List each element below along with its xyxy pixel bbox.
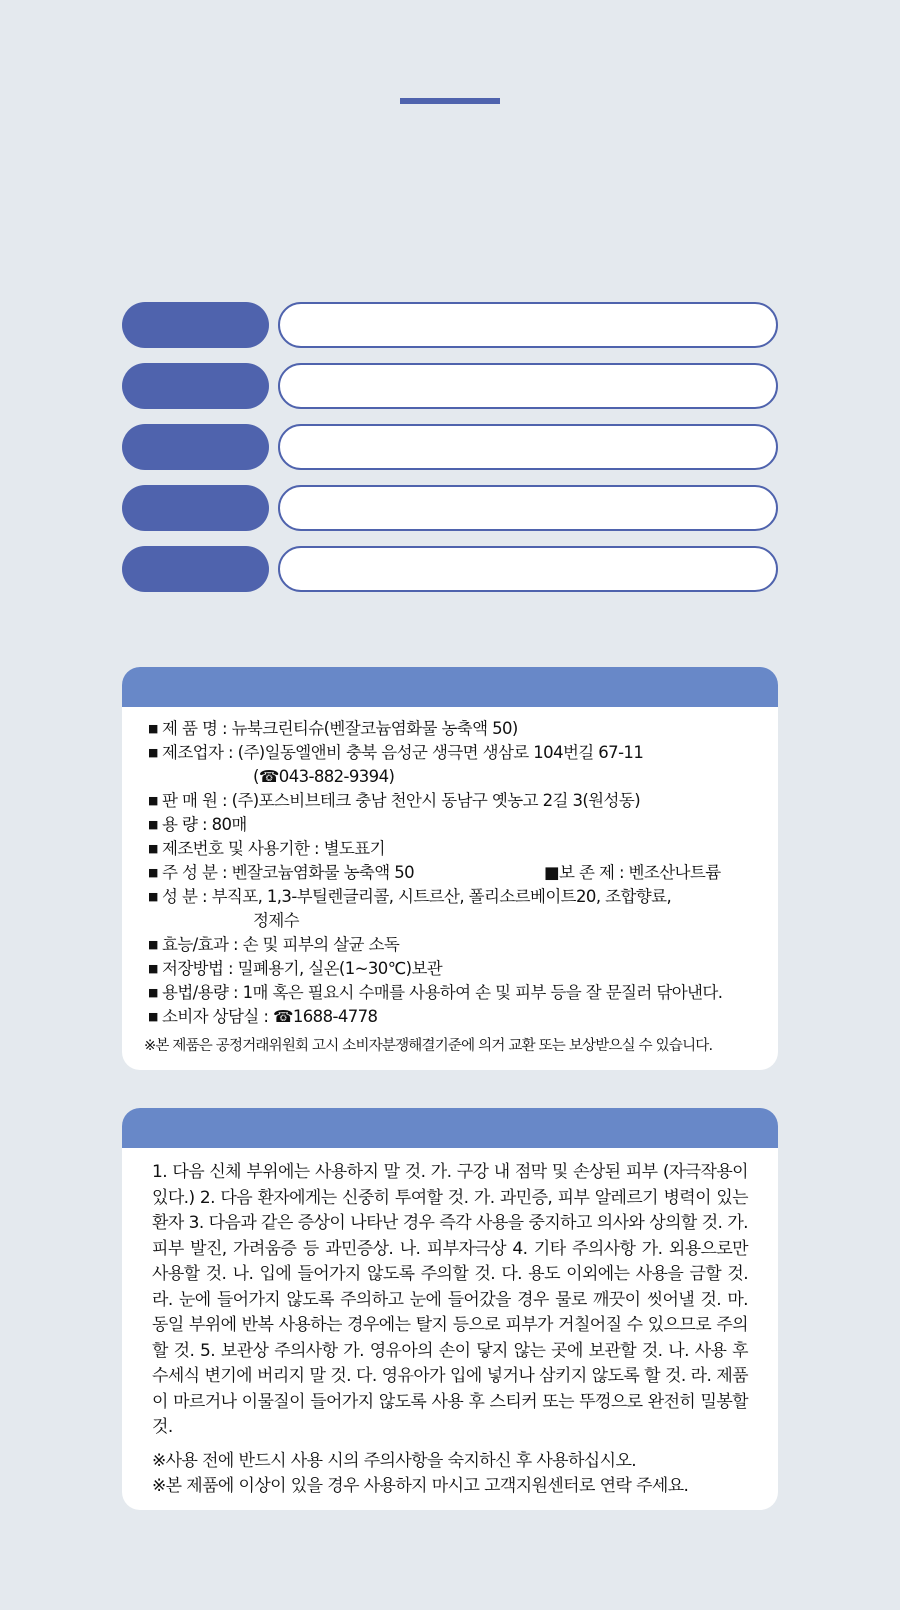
spec-value-field	[278, 424, 778, 470]
spec-value-field	[278, 363, 778, 409]
spec-label-pill	[122, 485, 269, 531]
bullet-square-icon: ■	[148, 962, 158, 975]
spec-label-pill	[122, 302, 269, 348]
info-item	[148, 741, 778, 789]
info-label: 용 량 :	[162, 815, 212, 834]
info-value: 1매 혹은 필요시 수매를 사용하여 손 및 피부 등을 잘 문질러 닦아낸다.	[242, 983, 723, 1002]
info-label: 용법/용량 :	[162, 983, 243, 1002]
bullet-square-icon: ■	[148, 1010, 158, 1023]
spec-label-pill	[122, 363, 269, 409]
compensation-note: ※본 제품은 공정거래위원회 고시 소비자분쟁해결기준에 의거 교환 또는 보상받으실 수 있습니다.	[144, 1038, 713, 1054]
info-value: 부직포, 1,3-부틸렌글리콜, 시트르산, 폴리소르베이트20, 조합향료,	[211, 887, 672, 906]
spec-row	[122, 363, 778, 409]
bullet-square-icon: ■	[148, 866, 158, 879]
info-item	[148, 957, 778, 981]
spec-row	[122, 546, 778, 592]
info-label: 저장방법 :	[162, 959, 238, 978]
bullet-square-icon: ■	[148, 938, 158, 951]
caution-note: ※사용 전에 반드시 사용 시의 주의사항을 숙지하신 후 사용하십시오.	[152, 1450, 637, 1471]
bullet-square-icon: ■	[148, 890, 158, 903]
info-item	[148, 813, 778, 837]
caution-text: 1. 다음 신체 부위에는 사용하지 말 것. 가. 구강 내 점막 및 손상된 피부 (자극작용이 있다.) 2. 다음 환자에게는 신중히 투여할 것. 가. 과민증, 피부 알레르기 병력이 있는 환자 3. 다음과 같은 증상이 나타난 경우 즉각 사용을 중지하고 의사와 상의할 것. 가. 피부 발진, 가려움증 등 과민증상. 나. 피부자극상 4. 기타 주의사항 가. 외용으로만 사용할 것. 나. 입에 들어가지 않도록 주의할 것. 다. 용도 이외에는 사용을 금할 것. 라. 눈에 들어가지 않도록 주의하고 눈에 들어갔을 경우 물로 깨끗이 씻어낼 것. 마. 동일 부위에 반복 사용하는 경우에는 탈지 등으로 피부가 거칠어질 수 있으므로 주의할 것. 5. 보관상 주의사항 가. 영유아의 손이 닿지 않는 곳에 보관할 것. 나. 사용 후 수세식 변기에 버리지 말 것. 다. 영유아가 입에 넣거나 삼키지 않도록 할 것. 라. 제품이 마르거나 이물질이 들어가지 않도록 사용 후 스티커 또는 뚜껑으로 완전히 밀봉할 것.	[152, 1162, 748, 1437]
info-label: 판 매 원 :	[162, 791, 232, 810]
info-label: 주 성 분 :	[162, 863, 232, 882]
info-value: 뉴북크린티슈(벤잘코늄염화물 농축액 50)	[231, 719, 518, 738]
info-label: 효능/효과 :	[162, 935, 243, 954]
info-item	[148, 981, 778, 1005]
info-value: ☎1688-4778	[272, 1007, 378, 1026]
info-value-continuation: (☎043-882-9394)	[253, 767, 395, 786]
info-value-continuation: 정제수	[253, 911, 300, 930]
product-info-list	[122, 707, 778, 1029]
spec-label-pill	[122, 546, 269, 592]
product-info-card	[122, 667, 778, 1070]
info-value: (주)일동엘앤비 충북 음성군 생극면 생삼로 104번길 67-11	[237, 743, 644, 762]
info-label: 제조번호 및 사용기한 :	[162, 839, 324, 858]
info-value: 80매	[211, 815, 247, 834]
caution-notes	[152, 1449, 748, 1500]
info-value: 별도표기	[323, 839, 385, 858]
info-label: 제 품 명 :	[162, 719, 232, 738]
spec-value-field	[278, 302, 778, 348]
bullet-square-icon: ■	[148, 986, 158, 999]
caution-note: ※본 제품에 이상이 있을 경우 사용하지 마시고 고객지원센터로 연락 주세요.	[152, 1476, 689, 1496]
info-item	[148, 717, 778, 741]
spec-value-field	[278, 485, 778, 531]
caution-header	[122, 1108, 778, 1148]
info-label: 성 분 :	[162, 887, 212, 906]
info-value: 밀폐용기, 실온(1~30℃)보관	[237, 959, 443, 978]
spec-label-pill	[122, 424, 269, 470]
spec-row	[122, 424, 778, 470]
info-item	[148, 837, 778, 861]
info-label: 제조업자 :	[162, 743, 238, 762]
info-value: 벤잘코늄염화물 농축액 50	[231, 863, 415, 882]
spec-row	[122, 302, 778, 348]
bullet-square-icon: ■	[148, 794, 158, 807]
info-item	[148, 885, 778, 933]
caution-card	[122, 1108, 778, 1510]
bullet-square-icon: ■	[148, 818, 158, 831]
spec-value-field	[278, 546, 778, 592]
info-item	[148, 1005, 778, 1029]
bullet-square-icon: ■	[148, 722, 158, 735]
bullet-square-icon: ■	[148, 842, 158, 855]
info-item	[148, 861, 778, 885]
info-item	[148, 789, 778, 813]
info-value: (주)포스비브테크 충남 천안시 동남구 옛농고 2길 3(원성동)	[231, 791, 641, 810]
product-info-header	[122, 667, 778, 707]
info-value: 손 및 피부의 살균 소독	[242, 935, 400, 954]
info-item	[148, 933, 778, 957]
spec-row	[122, 485, 778, 531]
info-label: 소비자 상담실 :	[162, 1007, 273, 1026]
title-underline-bar	[400, 98, 500, 104]
info-value-secondary: ■보 존 제 : 벤조산나트륨	[544, 863, 721, 882]
bullet-square-icon: ■	[148, 746, 158, 759]
